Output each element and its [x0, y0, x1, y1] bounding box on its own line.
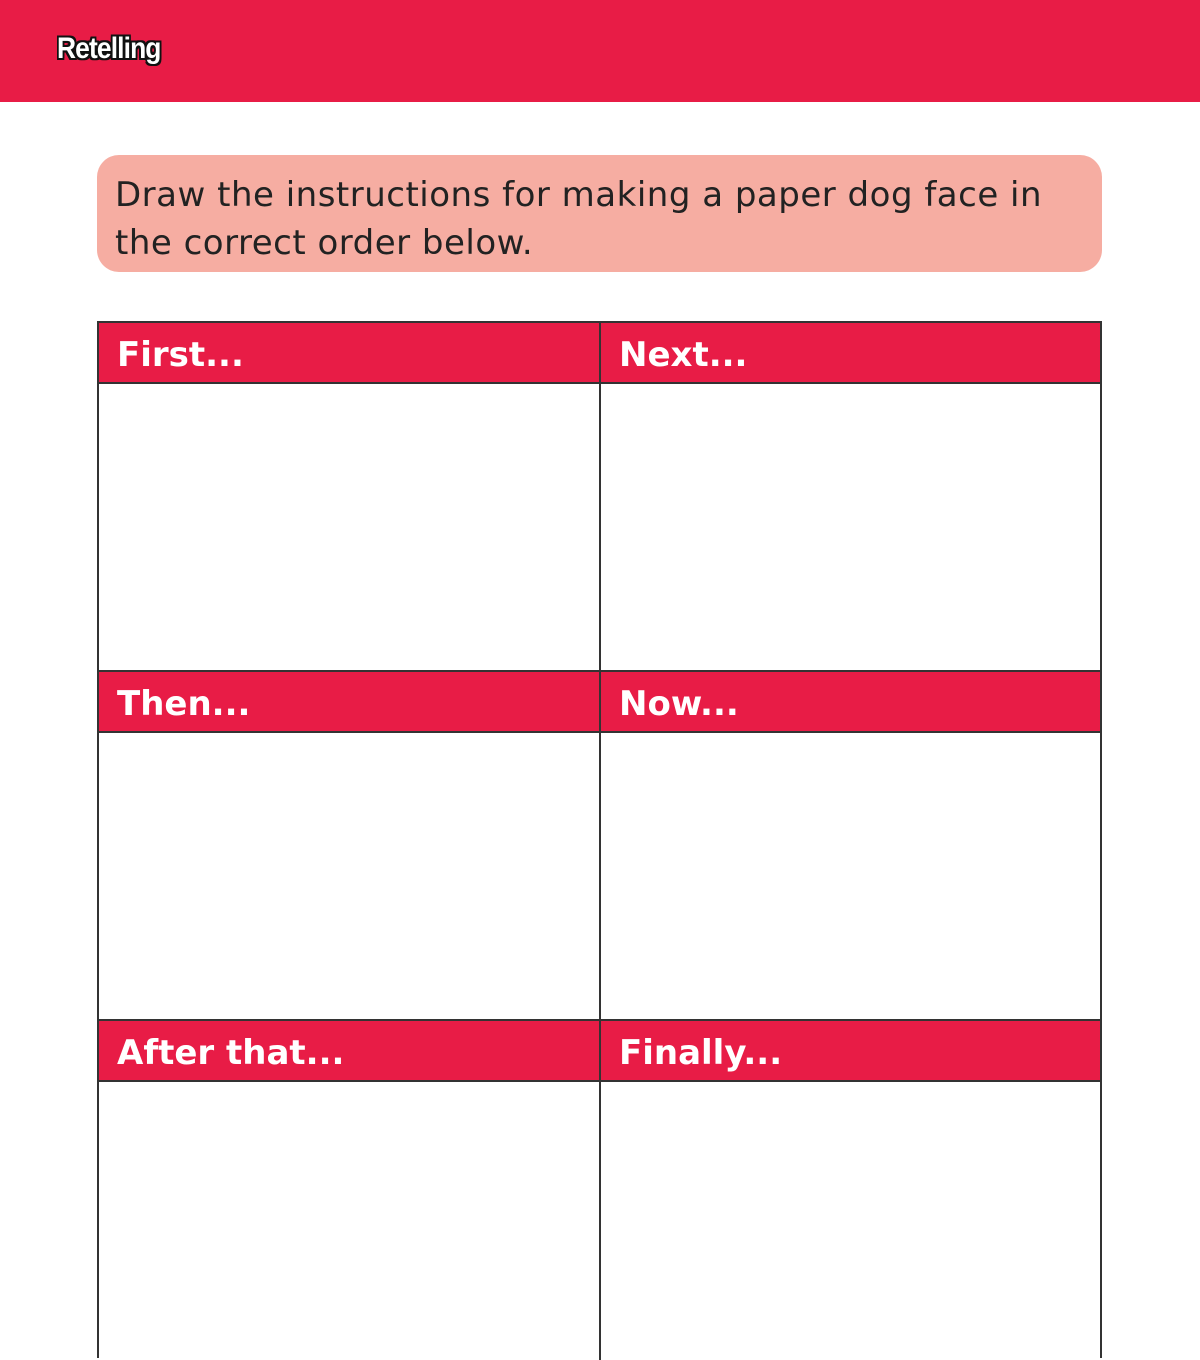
step-cell-after-that [99, 1021, 599, 1360]
drawing-area[interactable] [99, 384, 599, 670]
step-label: After that... [117, 1033, 345, 1073]
step-header [99, 1021, 599, 1082]
drawing-area[interactable] [99, 1082, 599, 1360]
drawing-area[interactable] [99, 733, 599, 1019]
instructions-box [97, 155, 1102, 272]
step-cell-next [601, 323, 1100, 670]
grid-divider-horizontal [99, 1019, 1100, 1021]
page-title: Retelling [57, 32, 161, 65]
grid-divider-vertical [599, 323, 601, 1360]
header-bar [0, 0, 1200, 102]
step-header [601, 1021, 1100, 1082]
step-cell-first [99, 323, 599, 670]
grid-divider-horizontal [99, 670, 1100, 672]
step-cell-then [99, 672, 599, 1019]
step-label: First... [117, 335, 244, 375]
step-header [99, 323, 599, 384]
sequence-grid [97, 321, 1102, 1358]
instructions-text: Draw the instructions for making a paper dog face in the correct order below. [115, 175, 1043, 263]
step-cell-now [601, 672, 1100, 1019]
step-header [99, 672, 599, 733]
step-cell-finally [601, 1021, 1100, 1360]
drawing-area[interactable] [601, 733, 1100, 1019]
step-label: Finally... [619, 1033, 783, 1073]
drawing-area[interactable] [601, 384, 1100, 670]
step-header [601, 323, 1100, 384]
step-header [601, 672, 1100, 733]
step-label: Then... [117, 684, 251, 724]
step-label: Next... [619, 335, 748, 375]
drawing-area[interactable] [601, 1082, 1100, 1360]
step-label: Now... [619, 684, 739, 724]
